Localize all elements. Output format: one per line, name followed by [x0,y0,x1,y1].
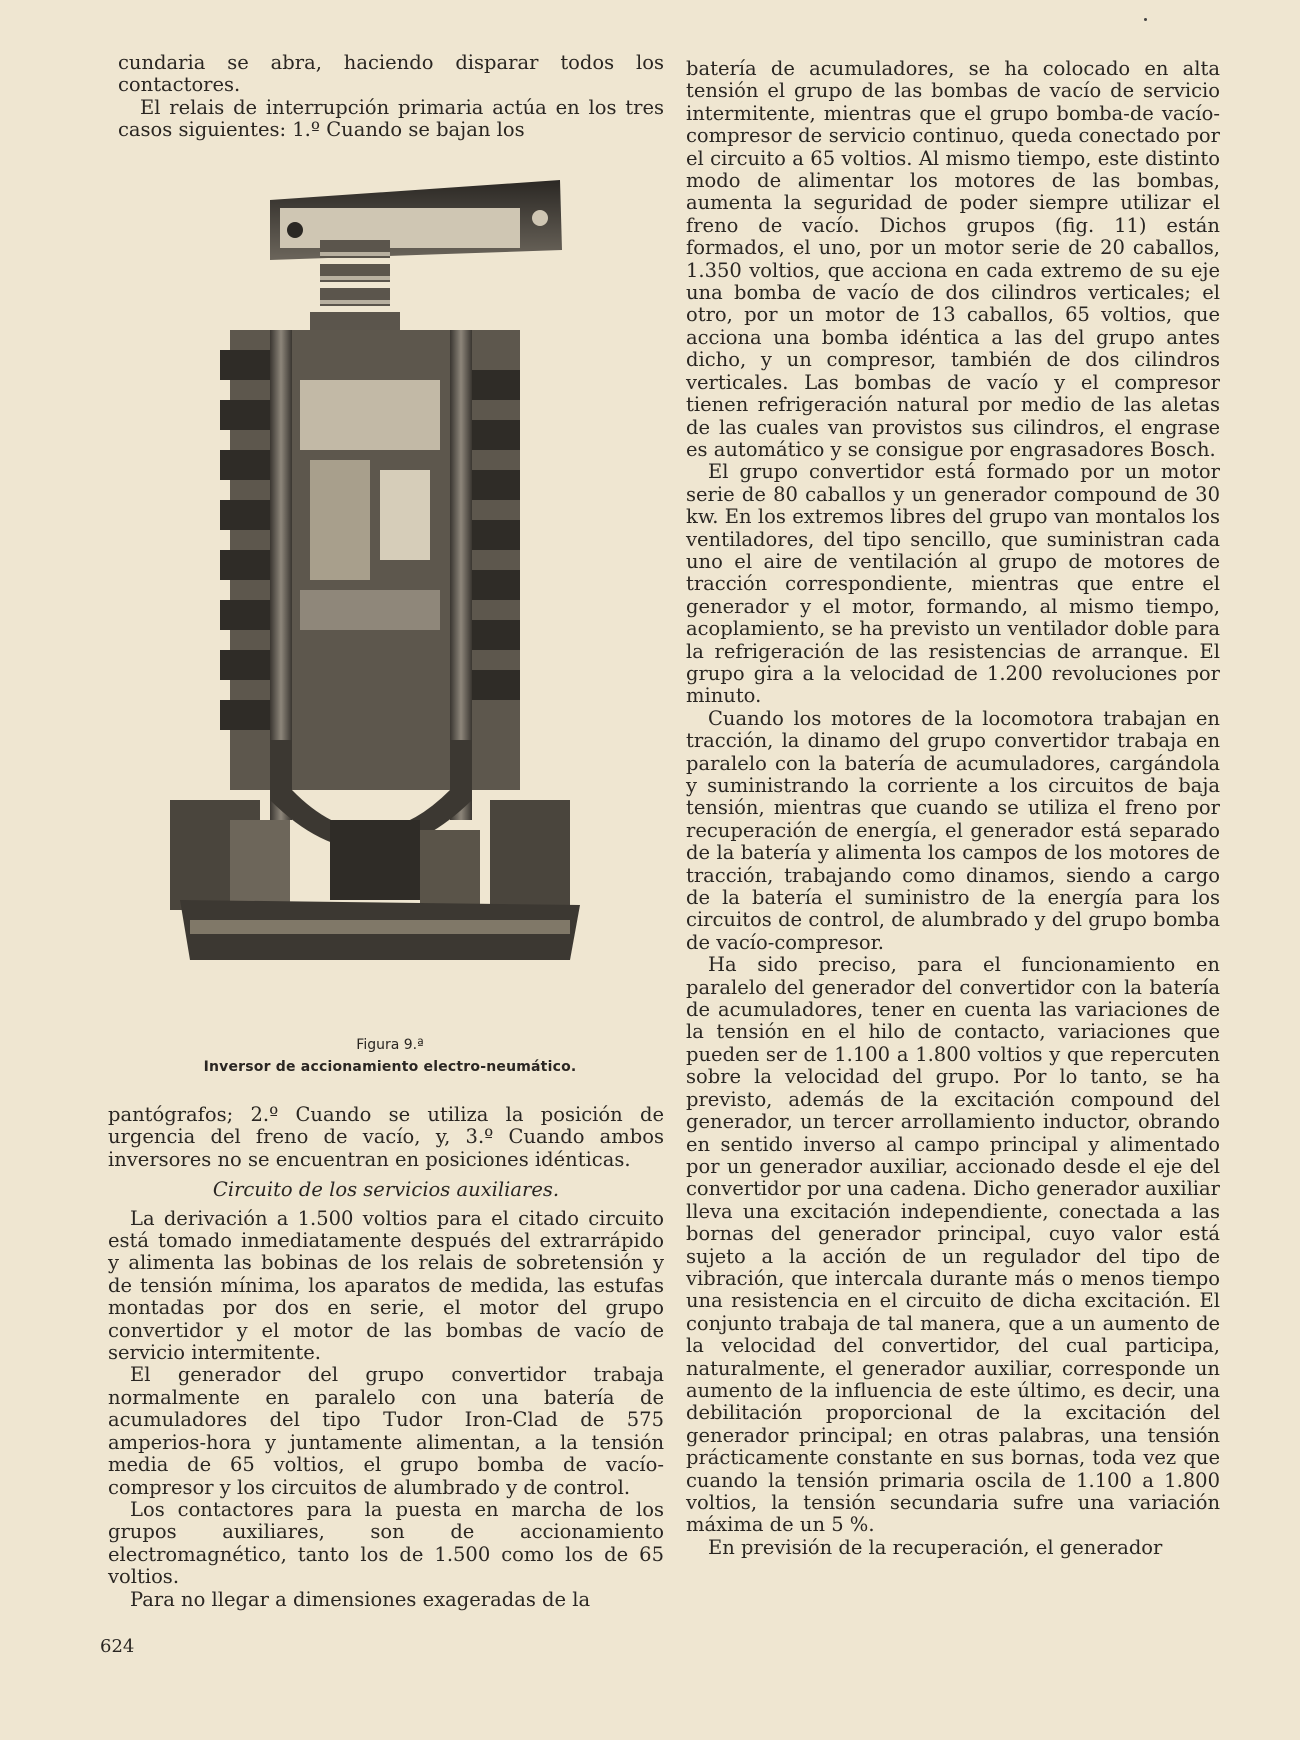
section-heading: Circuito de los servicios auxiliares. [212,1178,560,1202]
paragraph: El grupo convertidor está formado por un motor serie de 80 caballos y un generador compound de 30 kw. En los extremos libres del grupo van montalos los ventiladores, del tipo sencillo, que suministran cada uno el aire de ventilación al grupo de motores de tracción correspondiente, mientras que entre el generador y el motor, formando, al mismo tiempo, acoplamiento, se ha previsto un ventilador doble para la refrigeración de las resistencias de arranque. El grupo gira a la velocidad de 1.200 revoluciones por minuto. [686,460,1220,708]
print-speck [1144,18,1147,21]
paragraph: Cuando los motores de la locomotora trabajan en tracción, la dinamo del grupo convertidor trabaja en paralelo con la batería de acumuladores, cargándola y suministrando la corriente a los circuitos de baja tensión, mientras que cuando se utiliza el freno por recuperación de energía, el generador está separado de la batería y alimenta los campos de los motores de tracción, trabajando como dinamos, siendo a cargo de la batería el suministro de la energía para los circuitos de control, de alumbrado y del grupo bomba de vacío-compresor. [686,706,1220,954]
paragraph: Ha sido preciso, para el funcionamiento en paralelo del generador del convertidor con la batería de acumuladores, tener en cuenta las variaciones de la tensión en el hilo de contacto, variaciones que pueden ser de 1.100 a 1.800 voltios y que repercuten sobre la velocidad del grupo. Por lo tanto, se ha previsto, además de la excitación compound del generador, un tercer arrollamiento inductor, obrando en sentido inverso al campo principal y alimentado por un generador auxiliar, accionado desde el eje del convertidor por una cadena. Dicho generador auxiliar lleva una excitación independiente, conectada a las bornas del generador principal, cuyo valor está sujeto a la acción de un regulador del tipo de vibración, que intercala durante más o menos tiempo una resistencia en el circuito de dicha excitación. El conjunto trabaja de tal manera, que a un aumento de la velocidad del convertidor, del cual participa, naturalmente, el generador auxiliar, corresponde un aumento de la influencia de este último, es decir, una debilitación proporcional de la excitación del generador principal; en otras palabras, una tensión prácticamente constante en sus bornas, toda vez que cuando la tensión primaria oscila de 1.100 a 1.800 voltios, la tensión secundaria sufre una variación máxima de un 5 %. [686,953,1220,1537]
paragraph: batería de acumuladores, se ha colocado en alta tensión el grupo de las bombas de vacío de servicio intermitente, mientras que el grupo bomba-de vacío-compresor de servicio continuo, queda conectado por el circuito a 65 voltios. Al mismo tiempo, este distinto modo de alimentar los motores de las bombas, aumenta la seguridad de poder siempre utilizar el freno de vacío. Dichos grupos (fig. 11) están formados, el uno, por un motor serie de 20 caballos, 1.350 voltios, que acciona en cada extremo de su eje una bomba de vacío de dos cilindros verticales; el otro, por un motor de 13 caballos, 65 voltios, que acciona una bomba idéntica a las del grupo antes dicho, y un compresor, también de dos cilindros verticales. Las bombas de vacío y el compresor tienen refrigeración natural por medio de las aletas de las cuales van provistos sus cilindros, el engrase es automático y se consigue por engrasadores Bosch. [686,57,1220,461]
left-column-bottom [108,1104,664,1611]
figure-caption [190,1034,590,1078]
paragraph: cundaria se abra, haciendo disparar todos los contactores. [118,51,664,97]
figure-photo [170,180,590,980]
paragraph: Los contactores para la puesta en marcha de los grupos auxiliares, son de accionamiento electromagnético, tanto los de 1.500 como los de 65 voltios. [108,1497,664,1589]
left-column-top [118,52,664,142]
paragraph: Para no llegar a dimensiones exageradas de la [130,1587,591,1611]
paragraph: El relais de interrupción primaria actúa en los tres casos siguientes: 1.º Cuando se bajan los [118,95,664,142]
inversor-illustration [170,180,590,980]
page-number: 624 [100,1636,135,1657]
paragraph: La derivación a 1.500 voltios para el citado circuito está tomado inmediatamente después del extrarrápido y alimenta las bobinas de los relais de sobretensión y de tensión mínima, los aparatos de medida, las estufas montadas por dos en serie, el motor del grupo convertidor y el motor de las bombas de vacío de servicio intermitente. [108,1206,664,1365]
paragraph: pantógrafos; 2.º Cuando se utiliza la posición de urgencia del freno de vacío, y, 3.º Cuando ambos inversores no se encuentran en posiciones idénticas. [108,1103,664,1171]
figure-description: Inversor de accionamiento electro-neumático. [203,1059,577,1075]
right-column [686,58,1220,1559]
paragraph: El generador del grupo convertidor trabaja normalmente en paralelo con una batería de acumuladores del tipo Tudor Iron-Clad de 575 amperios-hora y juntamente alimentan, a la tensión media de 65 voltios, el grupo bomba de vacío-compresor y los circuitos de alumbrado y de control. [108,1363,664,1499]
paragraph: En previsión de la recuperación, el generador [708,1535,1163,1559]
figure-title: Figura 9.ª [356,1037,424,1053]
